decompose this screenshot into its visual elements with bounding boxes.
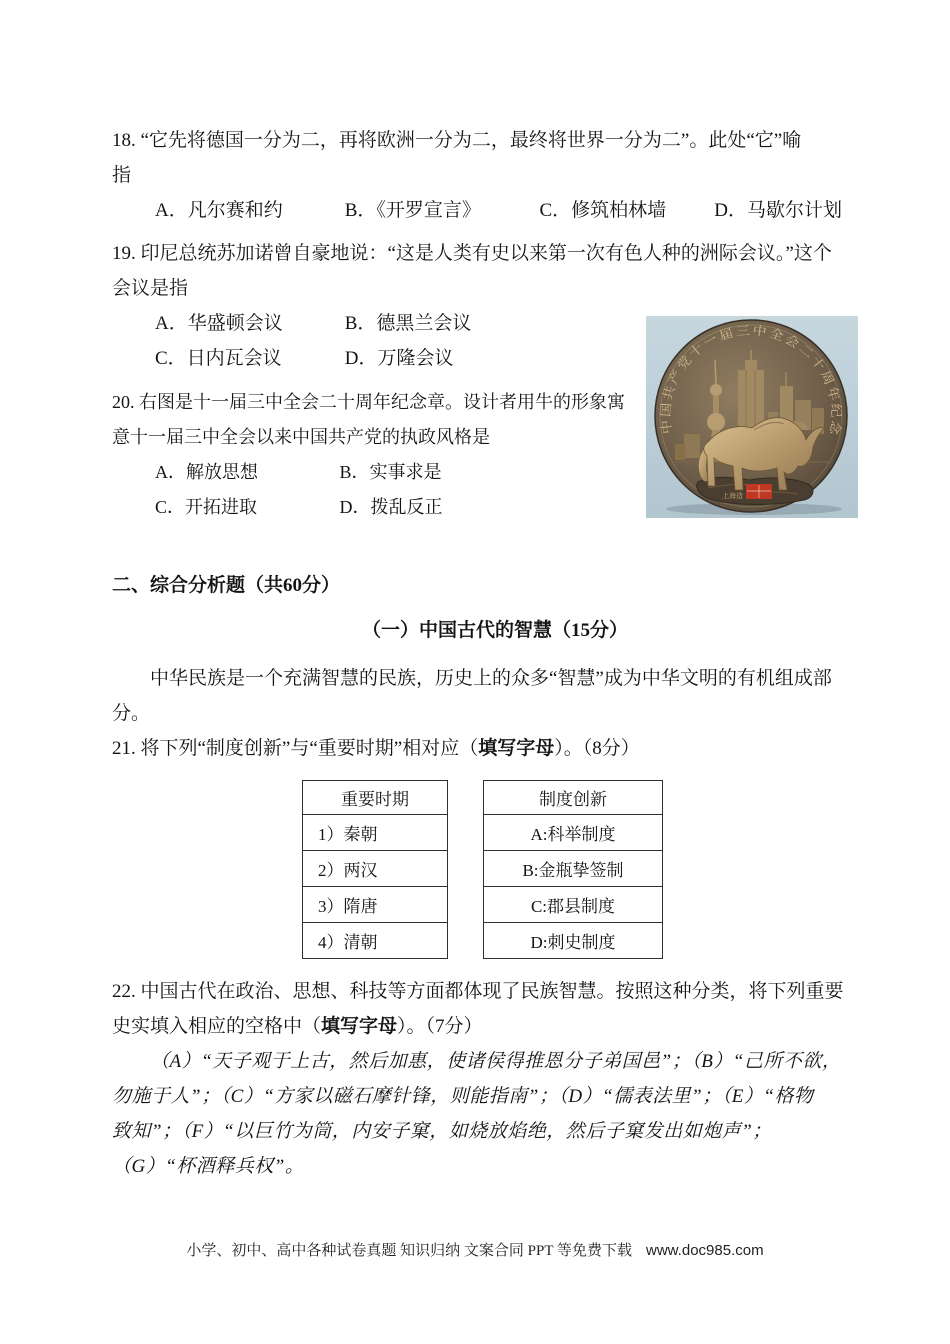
intro-line2: 分。 <box>112 703 151 724</box>
innovations-header: 制度创新 <box>484 781 663 815</box>
q18-option-b: B．《开罗宣言》 <box>344 200 481 221</box>
question-22-stem-line2: 史实填入相应的空格中（填写字母）。（7分） <box>112 1016 483 1037</box>
q18-option-d: D．马歇尔计划 <box>714 200 842 221</box>
q18-option-c: C．修筑柏林墙 <box>539 200 667 221</box>
innovation-cell-b: B:金瓶挚签制 <box>484 851 663 887</box>
matching-table-periods <box>302 780 448 959</box>
table-row <box>303 815 448 851</box>
question-18-stem-line1: 18. “它先将德国一分为二，再将欧洲一分为二，最终将世界一分为二”。此处“它”喻 <box>112 130 802 151</box>
question-21 <box>112 731 878 959</box>
q20-option-a: A．解放思想 <box>155 462 258 482</box>
table-row <box>484 887 663 923</box>
medal-arc-text: 中国共产党十一届三中全会二十周年纪念 <box>658 323 844 437</box>
medal-photo <box>646 316 858 518</box>
question-22 <box>112 974 878 1184</box>
page-footer <box>0 1240 950 1262</box>
quote-line3: 致知”；（F）“以巨竹为筒，内安子窠，如烧放焰绝，然后子窠发出如炮声”； <box>112 1121 772 1142</box>
question-22-stem-line1: 22. 中国古代在政治、思想、科技等方面都体现了民族智慧。按照这种分类，将下列重要 <box>112 981 844 1002</box>
section-2-heading: 二、综合分析题（共60分） <box>112 575 341 596</box>
period-cell-4: 4）清朝 <box>303 923 448 959</box>
table-row <box>303 923 448 959</box>
q20-option-d: D．拨乱反正 <box>339 497 443 517</box>
question-22-quotes <box>112 1044 878 1184</box>
q20-option-c: C．开拓进取 <box>155 497 258 517</box>
innovation-cell-c: C:郡县制度 <box>484 887 663 923</box>
q19-option-d: D．万隆会议 <box>344 348 454 369</box>
period-cell-1: 1）秦朝 <box>303 815 448 851</box>
footer-url-link[interactable]: www.doc985.com <box>646 1242 764 1259</box>
medal-maker-text: 上海造 <box>722 492 743 500</box>
table-row <box>484 923 663 959</box>
question-19-stem-line1: 19. 印尼总统苏加诺曾自豪地说：“这是人类有史以来第一次有色人种的洲际会议。”这个 <box>112 243 832 264</box>
q21-bold-fill-letters: 填写字母 <box>478 738 555 759</box>
q20-option-b: B．实事求是 <box>339 462 442 482</box>
q19-option-c: C．日内瓦会议 <box>155 348 282 369</box>
intro-paragraph <box>112 661 878 731</box>
intro-line1: 中华民族是一个充满智慧的民族，历史上的众多“智慧”成为中华文明的有机组成部 <box>150 668 832 689</box>
matching-tables <box>302 780 878 959</box>
question-20-stem-line2: 意十一届三中全会以来中国共产党的执政风格是 <box>112 427 490 447</box>
table-row <box>303 851 448 887</box>
q19-option-b: B．德黑兰会议 <box>344 313 472 334</box>
question-21-stem: 21. 将下列“制度创新”与“重要时期”相对应（填写字母）。（8分） <box>112 738 640 759</box>
periods-header: 重要时期 <box>303 781 448 815</box>
document-content <box>112 123 878 1184</box>
q22-bold-fill-letters: 填写字母 <box>321 1016 398 1037</box>
quote-line1: （A）“天子观于上古，然后加惠，使诸侯得推恩分子弟国邑”；（B）“己所不欲， <box>150 1051 842 1072</box>
question-20-stem-line1: 20. 右图是十一届三中全会二十周年纪念章。设计者用牛的形象寓 <box>112 392 625 412</box>
quote-line4: （G）“杯酒释兵权”。 <box>112 1156 305 1177</box>
innovation-cell-d: D:刺史制度 <box>484 923 663 959</box>
subsection-1-heading: （一）中国古代的智慧（15分） <box>361 620 628 641</box>
matching-table-innovations <box>483 780 663 959</box>
question-18 <box>112 123 878 228</box>
question-19-stem-line2: 会议是指 <box>112 278 189 299</box>
footer-text: 小学、初中、高中各种试卷真题 知识归纳 文案合同 PPT 等免费下载 <box>186 1243 633 1259</box>
innovation-cell-a: A:科举制度 <box>484 815 663 851</box>
table-row <box>303 887 448 923</box>
q19-option-a: A．华盛顿会议 <box>155 313 283 334</box>
q18-option-a: A．凡尔赛和约 <box>155 200 283 221</box>
table-row <box>484 815 663 851</box>
period-cell-3: 3）隋唐 <box>303 887 448 923</box>
period-cell-2: 2）两汉 <box>303 851 448 887</box>
quote-line2: 勿施于人”；（C）“方家以磁石摩针锋，则能指南”；（D）“儒表法里”；（E）“格物 <box>112 1086 814 1107</box>
question-18-options <box>112 193 878 228</box>
question-18-stem-line2: 指 <box>112 165 132 186</box>
table-row <box>484 851 663 887</box>
medal-seal <box>746 484 772 499</box>
